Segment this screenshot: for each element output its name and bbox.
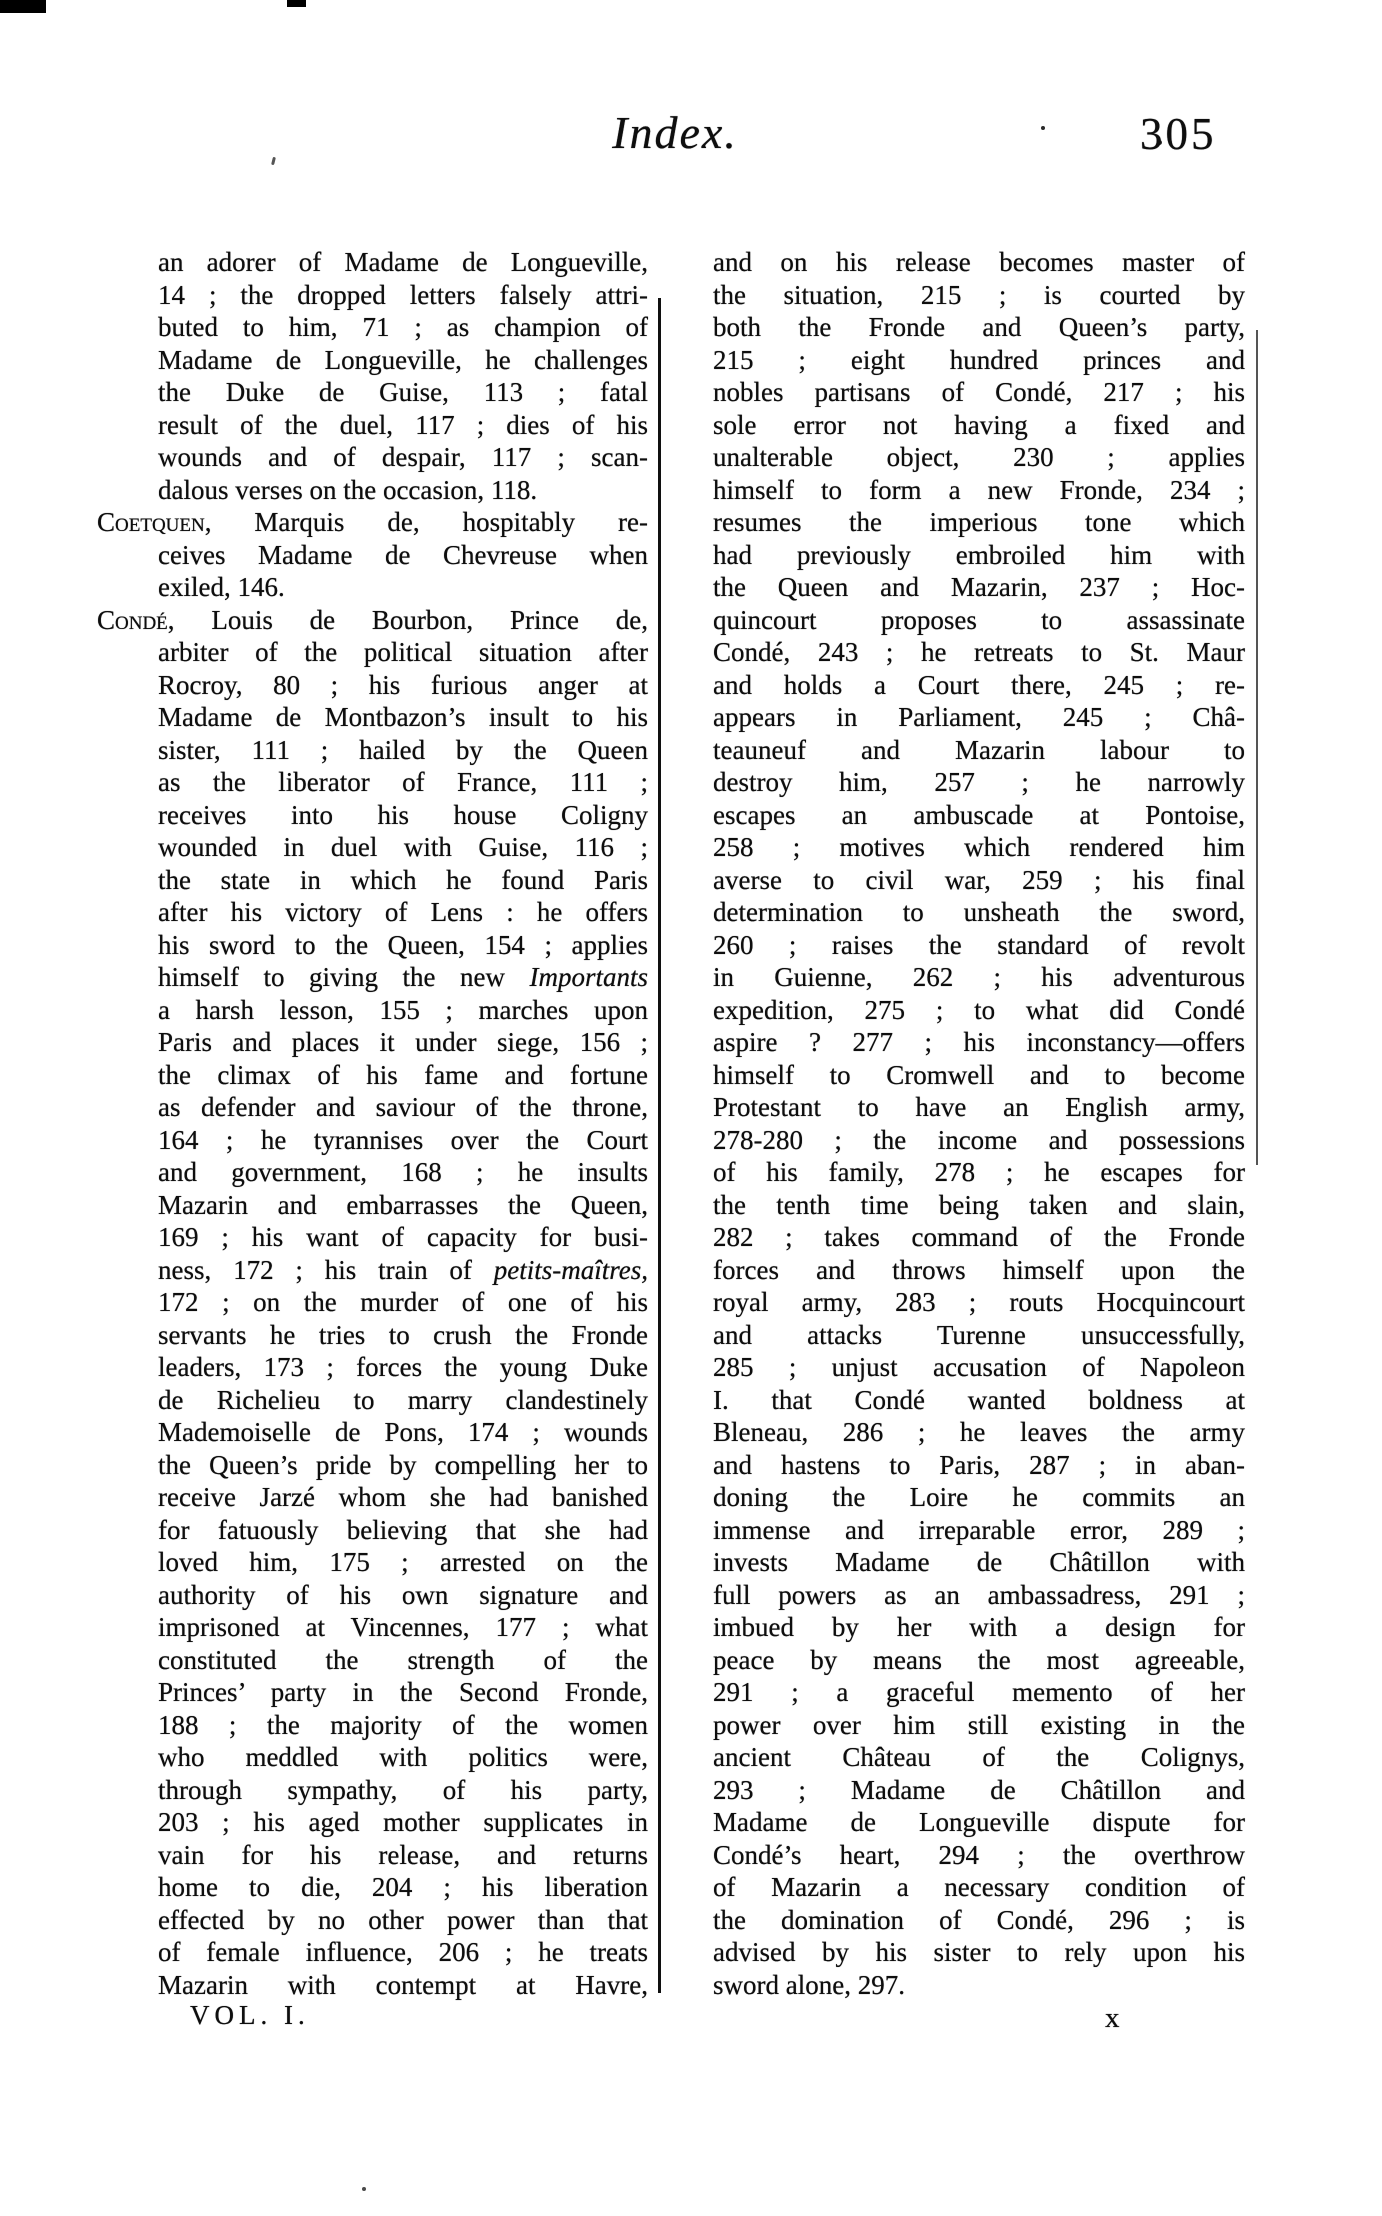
index-line [713,1254,1245,1287]
line-text: full powers as an ambassadress, 291 ; [713,1579,1245,1610]
line-text: and hastens to Paris, 287 ; in aban- [713,1449,1245,1480]
line-text: who meddled with politics were, [158,1742,648,1772]
index-line [97,701,648,734]
index-line [97,1286,648,1319]
line-text: servants he tries to crush the Fronde [158,1319,648,1350]
line-text: wounds and of despair, 117 ; scan- [158,442,648,472]
line-text: Madame de Longueville dispute for [713,1807,1245,1837]
line-text: for fatuously believing that she had [158,1514,648,1545]
index-line [97,1611,648,1644]
index-line [713,636,1245,669]
index-line [713,831,1245,864]
index-line [713,409,1245,442]
line-text: forces and throws himself upon the [713,1254,1245,1285]
index-line [97,1904,648,1937]
index-line [97,1124,648,1157]
line-text: loved him, 175 ; arrested on the [158,1547,648,1577]
line-text: doning the Loire he commits an [713,1482,1245,1512]
line-text: the Duke de Guise, 113 ; fatal [158,377,648,407]
index-line [713,1156,1245,1189]
index-line [713,799,1245,832]
line-text: royal army, 283 ; routs Hocquincourt [713,1287,1245,1317]
line-text: peace by means the most agreeable, [713,1644,1245,1675]
line-text: and attacks Turenne unsuccessfully, [713,1319,1245,1350]
index-line [97,409,648,442]
line-text: immense and irreparable error, 289 ; [713,1514,1245,1545]
line-text: determination to unsheath the sword, [713,897,1245,927]
line-text: buted to him, 71 ; as champion of [158,312,648,342]
line-text: the climax of his fame and fortune [158,1059,648,1090]
index-line [713,1384,1245,1417]
index-line [713,1416,1245,1449]
line-text: , Marquis de, hospitably re- [204,507,648,537]
line-text: through sympathy, of his party, [158,1774,648,1805]
line-text: his sword to the Queen, 154 ; applies [158,929,648,960]
index-line [713,1579,1245,1612]
line-text: 258 ; motives which rendered him [713,832,1245,862]
line-text: receive Jarzé whom she had banished [158,1482,648,1512]
index-line [713,864,1245,897]
index-line [97,1384,648,1417]
index-line [713,1189,1245,1222]
line-text: Paris and places it under siege, 156 ; [158,1027,648,1057]
index-line [97,1481,648,1514]
index-line [97,1026,648,1059]
line-text: advised by his sister to rely upon his [713,1937,1245,1967]
index-line [713,1449,1245,1482]
line-text: wounded in duel with Guise, 116 ; [158,832,648,862]
line-text: and government, 168 ; he insults [158,1157,648,1187]
line-text: imbued by her with a design for [713,1612,1245,1642]
index-line [97,1254,648,1287]
line-text: effected by no other power than that [158,1904,648,1935]
line-text: in Guienne, 262 ; his adventurous [713,962,1245,992]
line-text: averse to civil war, 259 ; his final [713,864,1245,895]
index-line [713,1839,1245,1872]
index-line [97,1416,648,1449]
index-line [97,1579,648,1612]
index-line [713,1936,1245,1969]
line-text: exiled, 146. [158,572,285,602]
index-line [97,1806,648,1839]
line-text: 164 ; he tyrannises over the Court [158,1124,648,1155]
index-line [97,961,648,994]
line-text: power over him still existing in the [713,1709,1245,1740]
index-line [713,1351,1245,1384]
index-line [713,1676,1245,1709]
index-line [713,441,1245,474]
index-line [97,994,648,1027]
line-text: the situation, 215 ; is courted by [713,279,1245,310]
line-text: Madame de Longueville, he challenges [158,344,648,375]
line-text: 293 ; Madame de Châtillon and [713,1774,1245,1805]
index-line [713,376,1245,409]
line-text: Protestant to have an English army, [713,1092,1245,1122]
line-text: of female influence, 206 ; he treats [158,1937,648,1967]
index-line [97,1969,648,2002]
index-line [97,1676,648,1709]
line-text: Rocroy, 80 ; his furious anger at [158,669,648,700]
index-line [713,1319,1245,1352]
line-text: 14 ; the dropped letters falsely attri- [158,279,648,310]
page-edge-rule [1256,330,1258,1165]
index-line [713,571,1245,604]
line-text: escapes an ambuscade at Pontoise, [713,799,1245,830]
line-text: 282 ; takes command of the Fronde [713,1222,1245,1252]
line-text: 278-280 ; the income and possessions [713,1124,1245,1155]
index-line [97,474,648,507]
index-line [97,246,648,279]
index-line [97,441,648,474]
line-text: himself to giving the new [158,962,530,992]
index-line [97,1936,648,1969]
line-text: arbiter of the political situation after [158,637,648,667]
column-left [97,246,648,2001]
line-text: 215 ; eight hundred princes and [713,344,1245,375]
index-line [97,864,648,897]
line-text: Condé’s heart, 294 ; the overthrow [713,1839,1245,1870]
index-line [97,1774,648,1807]
index-line [97,1644,648,1677]
line-text: the domination of Condé, 296 ; is [713,1904,1245,1935]
index-line [713,506,1245,539]
index-line [713,1514,1245,1547]
line-text: Mazarin with contempt at Havre, [158,1969,648,2000]
index-line [713,539,1245,572]
index-line [713,1124,1245,1157]
index-line [713,1806,1245,1839]
line-text: , Louis de Bourbon, Prince de, [167,604,648,635]
line-text: invests Madame de Châtillon with [713,1547,1245,1577]
line-text: himself to Cromwell and to become [713,1059,1245,1090]
line-text: himself to form a new Fronde, 234 ; [713,474,1245,505]
line-text: result of the duel, 117 ; dies of his [158,409,648,440]
line-text: sister, 111 ; hailed by the Queen [158,734,648,765]
line-text: of his family, 278 ; he escapes for [713,1157,1245,1187]
line-text: authority of his own signature and [158,1579,648,1610]
column-divider-rule [658,298,661,1993]
scan-speck [362,2187,366,2191]
index-line [97,929,648,962]
line-text: as the liberator of France, 111 ; [158,767,648,797]
index-line [97,571,648,604]
index-line [713,1481,1245,1514]
line-text: of Mazarin a necessary condition of [713,1872,1245,1902]
index-line [713,279,1245,312]
index-line [97,1221,648,1254]
line-text: receives into his house Coligny [158,799,648,830]
index-line [97,1156,648,1189]
index-line [713,896,1245,929]
line-text: dalous verses on the occasion, 118. [158,474,538,505]
index-line [713,1091,1245,1124]
index-line [97,669,648,702]
line-text: Madame de Montbazon’s insult to his [158,702,648,732]
index-line [713,929,1245,962]
index-line [713,734,1245,767]
index-line [97,376,648,409]
index-line [97,311,648,344]
line-text: after his victory of Lens : he offers [158,897,648,927]
line-text: expedition, 275 ; to what did Condé [713,994,1245,1025]
line-text: and on his release becomes master of [713,247,1245,277]
line-text: constituted the strength of the [158,1644,648,1675]
page-number: 305 [1140,109,1217,159]
index-line [97,506,648,539]
index-line [97,1319,648,1352]
line-text: a harsh lesson, 155 ; marches upon [158,994,648,1025]
line-text: Mademoiselle de Pons, 174 ; wounds [158,1417,648,1447]
line-text: 260 ; raises the standard of revolt [713,929,1245,960]
index-line [97,1709,648,1742]
line-text: home to die, 204 ; his liberation [158,1872,648,1902]
line-text: leaders, 173 ; forces the young Duke [158,1352,648,1382]
index-line [713,1904,1245,1937]
line-text: ceives Madame de Chevreuse when [158,539,648,570]
index-line [97,1091,648,1124]
volume-label: VOL. I. [190,2000,310,2030]
index-line [713,669,1245,702]
entry-headword: Condé [97,604,168,635]
index-line [97,766,648,799]
line-text: aspire ? 277 ; his inconstancy—offers [713,1027,1245,1057]
line-text: the Queen and Mazarin, 237 ; Hoc- [713,572,1245,602]
index-line [97,604,648,637]
line-text: sword alone, 297. [713,1969,905,2000]
ink-blot [0,0,46,13]
index-line [713,766,1245,799]
index-line [97,279,648,312]
line-text: 169 ; his want of capacity for busi- [158,1222,648,1252]
entry-headword: Coetquen [97,507,205,537]
line-text: sole error not having a fixed and [713,409,1245,440]
index-line [97,896,648,929]
line-text: had previously embroiled him with [713,539,1245,570]
line-text: 188 ; the majority of the women [158,1709,648,1740]
index-line [713,1026,1245,1059]
index-line [97,1351,648,1384]
index-line [713,1644,1245,1677]
index-line [97,1189,648,1222]
index-line [97,799,648,832]
line-text: 203 ; his aged mother supplicates in [158,1807,648,1837]
line-text: resumes the imperious tone which [713,507,1245,537]
line-text: 285 ; unjust accusation of Napoleon [713,1352,1245,1382]
index-line [713,961,1245,994]
column-right [713,246,1245,2001]
line-text: destroy him, 257 ; he narrowly [713,767,1245,797]
line-text: as defender and saviour of the throne, [158,1092,648,1122]
italic-term: Importants [529,962,648,992]
line-text: ness, 172 ; his train of [158,1254,494,1285]
index-line [713,1286,1245,1319]
line-text: Condé, 243 ; he retreats to St. Maur [713,637,1245,667]
index-line [713,474,1245,507]
index-line [97,1449,648,1482]
line-text: the state in which he found Paris [158,864,648,895]
index-line [97,831,648,864]
index-line [97,1546,648,1579]
line-text: I. that Condé wanted boldness at [713,1384,1245,1415]
line-text: ancient Château of the Colignys, [713,1742,1245,1772]
index-line [713,1969,1245,2002]
line-text: 291 ; a graceful memento of her [713,1677,1245,1707]
line-text: the Queen’s pride by compelling her to [158,1449,648,1480]
index-line [97,734,648,767]
page-title-text: Index. [612,107,738,158]
index-line [713,1709,1245,1742]
line-text: vain for his release, and returns [158,1839,648,1870]
line-text: Princes’ party in the Second Fronde, [158,1677,648,1707]
index-line [713,604,1245,637]
line-text: quincourt proposes to assassinate [713,604,1245,635]
index-line [97,344,648,377]
line-text: an adorer of Madame de Longueville, [158,247,648,277]
index-line [713,1546,1245,1579]
index-line [713,994,1245,1027]
index-line [713,1741,1245,1774]
line-text: de Richelieu to marry clandestinely [158,1384,648,1415]
index-line [97,1839,648,1872]
index-line [713,701,1245,734]
line-text: Bleneau, 286 ; he leaves the army [713,1417,1245,1447]
index-line [713,1611,1245,1644]
line-text: teauneuf and Mazarin labour to [713,734,1245,765]
index-line [97,539,648,572]
index-line [97,1514,648,1547]
line-text: nobles partisans of Condé, 217 ; his [713,377,1245,407]
index-line [97,1871,648,1904]
index-line [97,1741,648,1774]
index-line [713,344,1245,377]
line-text: unalterable object, 230 ; applies [713,442,1245,472]
italic-term: petits-maîtres, [493,1254,648,1285]
line-text: both the Fronde and Queen’s party, [713,312,1245,342]
signature-mark: x [1105,2002,1120,2034]
line-text: 172 ; on the murder of one of his [158,1287,648,1317]
ink-blot [287,0,306,7]
line-text: and holds a Court there, 245 ; re- [713,669,1245,700]
line-text: imprisoned at Vincennes, 177 ; what [158,1612,648,1642]
index-line [713,311,1245,344]
index-line [713,1059,1245,1092]
index-line [97,636,648,669]
index-line [713,1221,1245,1254]
index-line [713,1774,1245,1807]
index-line [97,1059,648,1092]
line-text: Mazarin and embarrasses the Queen, [158,1189,648,1220]
line-text: the tenth time being taken and slain, [713,1189,1245,1220]
line-text: appears in Parliament, 245 ; Châ- [713,702,1245,732]
index-line [713,246,1245,279]
index-line [713,1871,1245,1904]
